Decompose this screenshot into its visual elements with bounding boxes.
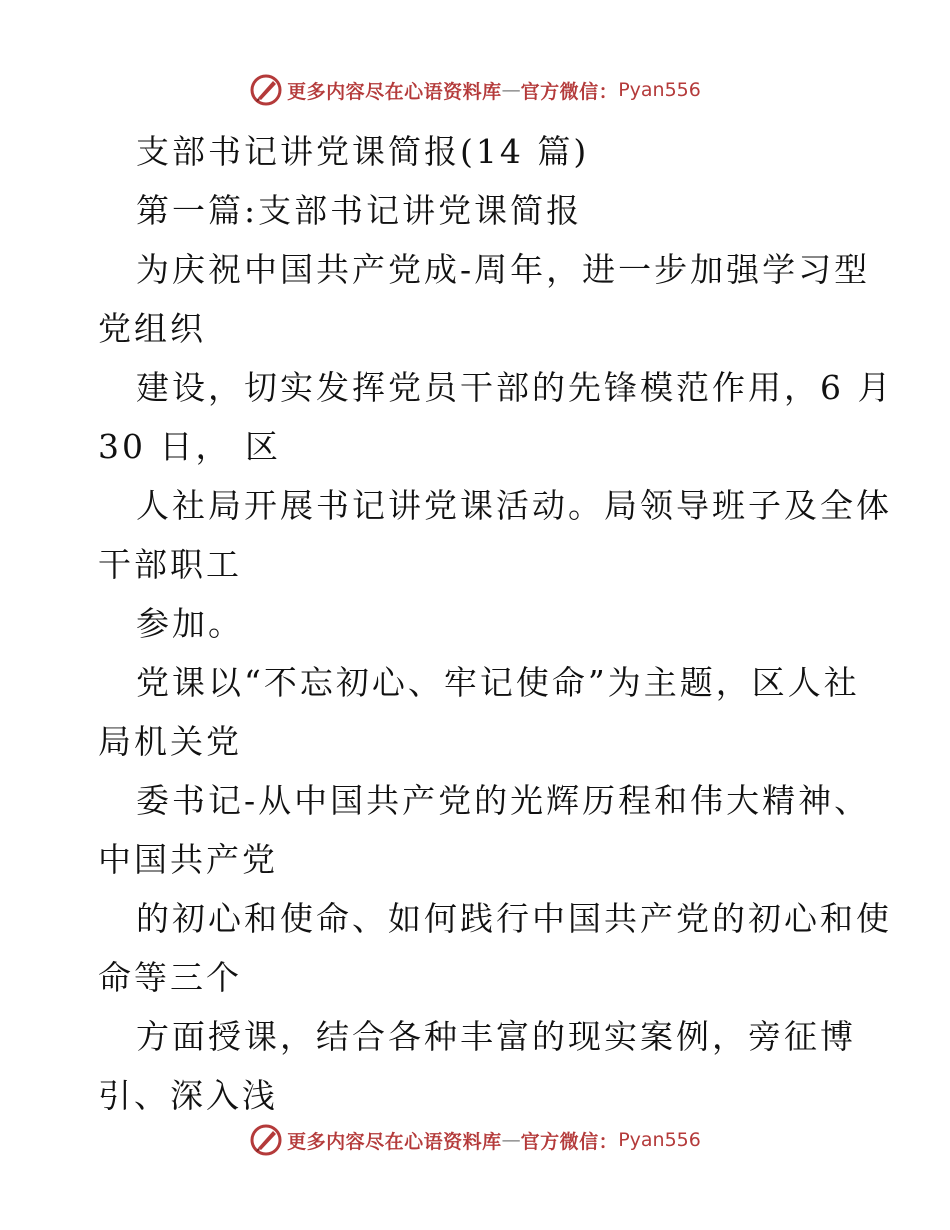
text-line: 干部职工	[98, 545, 242, 584]
document-title: 支部书记讲党课简报(14 篇)	[136, 132, 590, 171]
text-line: 局机关党	[98, 722, 242, 761]
watermark-banner-bottom	[0, 1120, 950, 1160]
document-body	[98, 122, 894, 1125]
watermark-wechat-id: Pyan556	[618, 79, 701, 101]
text-line: 的初心和使命、如何践行中国共产党的初心和使	[136, 899, 892, 938]
text-line: 为庆祝中国共产党成-周年，进一步加强学习型	[136, 250, 871, 289]
text-line: 命等三个	[98, 958, 242, 997]
watermark-separator: —	[501, 1129, 521, 1151]
text-line: 方面授课，结合各种丰富的现实案例，旁征博	[136, 1017, 856, 1056]
watermark-banner-top	[0, 70, 950, 110]
text-line: 引、深入浅	[98, 1076, 278, 1115]
watermark-main-text: 更多内容尽在心语资料库	[287, 80, 502, 103]
quill-logo-icon	[249, 1123, 283, 1157]
quill-logo-icon	[249, 73, 283, 107]
text-line: 党组织	[98, 309, 206, 348]
watermark-wechat-text: 官方微信：	[520, 1130, 619, 1153]
watermark-wechat-text: 官方微信：	[520, 80, 619, 103]
text-line: 人社局开展书记讲党课活动。局领导班子及全体	[136, 486, 892, 525]
section-heading: 第一篇:支部书记讲党课简报	[136, 191, 583, 230]
text-line: 中国共产党	[98, 840, 278, 879]
text-line: 30 日， 区	[98, 427, 281, 466]
watermark-main-text: 更多内容尽在心语资料库	[287, 1130, 502, 1153]
text-line: 参加。	[136, 604, 244, 643]
watermark-wechat-id: Pyan556	[618, 1129, 701, 1151]
text-line: 党课以“不忘初心、牢记使命”为主题，区人社	[136, 663, 860, 702]
text-line: 委书记-从中国共产党的光辉历程和伟大精神、	[136, 781, 871, 820]
text-line: 建设，切实发挥党员干部的先锋模范作用，6 月	[136, 368, 894, 407]
watermark-separator: —	[501, 79, 521, 101]
